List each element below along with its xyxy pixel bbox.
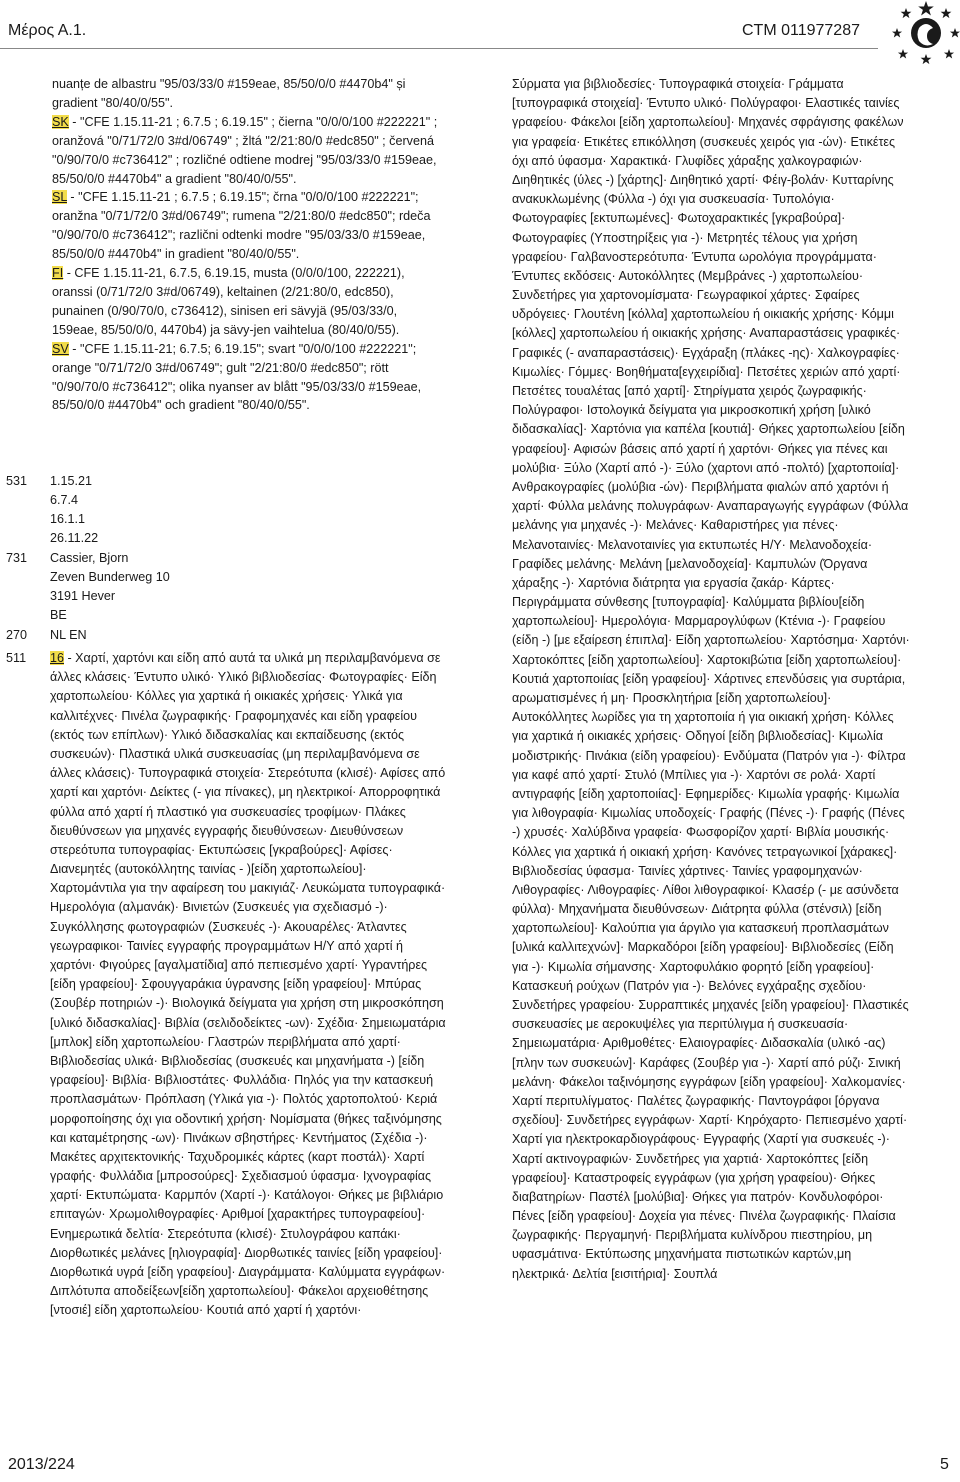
field-731-values (50, 549, 442, 625)
colour-claim-fi-text: - CFE 1.15.11-21, 6.7.5, 6.19.15, musta (0/0/0/100, 222221), oranssi (0/71/72/0 3#d/06749), keltainen (2/21:80/0, edc850), punainen (0/90/70/0, c736412), sinisen eri sävyjä (95/03/33/0, 159eae, 85/50/0/0, 4470b4) ja sävy-jen vaihtelua (80/40/0/55). (52, 266, 405, 337)
language-code-sk: SK (52, 114, 69, 129)
colour-claim-sv (52, 340, 444, 416)
vienna-code: 26.11.22 (50, 531, 99, 545)
header-rule (0, 48, 878, 49)
colour-claim-fi (52, 264, 444, 340)
applicant-name: Cassier, Bjorn (50, 551, 129, 565)
applicant-street: Zeven Bunderweg 10 (50, 570, 170, 584)
issue-number: 2013/224 (8, 1456, 75, 1473)
colour-claim-sl-text: - "CFE 1.15.11-21 ; 6.7.5 ; 6.19.15"; črna "0/0/0/100 #222221"; oranžna "0/71/72/0 3#d/06749"; rumena "2/21:80/0 #edc850"; rdeča "0/90/70/0 #c736412"; različni odtenki modre "95/03/33/0 #159eae, 85/50/0/0 #4470b4" in gradient "80/40/0/55". (52, 190, 431, 262)
goods-list-left (50, 649, 446, 1321)
colour-claim-sv-text: - "CFE 1.15.11-21; 6.7.5; 6.19.15"; svart "0/0/0/100 #222221"; orange "0/71/72/0 3#d/06749"; gult "2/21:80/0 #edc850"; rött "0/90/70/0 #c736412"; olika nyanser av blått "95/03/33/0 #159eae, 85/50/0/0 #4470b4" och gradient "80/40/0/55". (52, 341, 422, 413)
field-code: 511 (6, 651, 27, 665)
ctm-number: CTM 011977287 (742, 22, 860, 39)
field-code: 270 (6, 628, 28, 642)
eu-stars-emblem-icon (892, 0, 960, 68)
applicant-city: 3191 Hever (50, 589, 116, 603)
applicant-country: BE (50, 608, 67, 622)
colour-claim-sk (52, 113, 444, 189)
field-531-values (50, 472, 442, 548)
section-label: Μέρος Α.1. (8, 22, 87, 39)
nice-class-number: 16 (50, 651, 64, 665)
language-code-sl: SL (52, 190, 67, 205)
goods-text: - Χαρτί, χαρτόνι και είδη από αυτά τα υλικά μη περιλαμβανόμενα σε άλλες κλάσεις· Έντυπο υλικό· Υλικό βιβλιοδεσίας· Φωτογραφίες· Είδη χαρτοπωλείου· Κόλλες για χαρτικά ή οικιακές χρήσεις· Υλικά για καλλιτέχνες· Πινέλα ζωγραφικής· Γραφομηχανές και είδη γραφείου (εκτός των επίπλων)· Υλικό διδασκαλίας και εκπαίδευσης (εκτός συσκευών)· Πλαστικά υλικά συσκευασίας (μη περιλαμβανόμενα σε άλλες κλάσεις)· Τυπογραφικά στοιχεία· Στερεότυπα (κλισέ)· Αφίσες από χαρτί και χαρτόνι· Δείκτες (- για πίνακες), μη ηλεκτρικοί· Απορροφητικά φύλλα από χαρτί ή πλαστικό για συσκευασίες τροφίμων· Πλάκες διευθύνσεων για μηχανές εγγραφής διευθύνσεων· Διευθύνσεων στερεότυπα τυπογραφίας· Εκτυπώσεις [γκραβούρες]· Αφίσες· Διανεμητές (αυτοκόλλητης ταινίας - )[είδη χαρτοπωλείου]· Χαρτομάντιλα για την αφαίρεση του μακιγιάζ· Λευκώματα τυπογραφικά· Ημερολόγια (αλμανάκ)· Βινιετών (Συσκευές για σχεδιασμό -)· Συγκόλλησης φωτογραφιών (Συσκευές -)· Ακουαρέλες· Άτλαντες γεωγραφικοι· Ταινίες εγγραφής προγραμμάτων Η/Υ από χαρτί ή χαρτόνι· Φιγούρες [αγαλματίδια] από πεπιεσμένο χαρτί· Υγραντήρες [είδη γραφείου]· Σφουγγαράκια ύγρανσης [είδη γραφείου]· Μπύρας (Σουβέρ ποτηριών -)· Βιολογικά δείγματα για χρήση στη μικροσκόπηση [υλικό διδασκαλίας]· Βιβλία (σελιδοδείκτες -ων)· Σχέδια· Σημειωματάρια [μπλοκ] είδη χαρτοπωλείου· Γλαστρών περιβλήματα από χαρτί· Βιβλιοδεσίας υλικά· Βιβλιοδεσίας (συσκευές και μηχανήματα -) [είδη γραφείου]· Βιβλία· Βιβλιοστάτες· Φυλλάδια· Πηλός για την κατασκευή προπλασμάτων· Πρόπλαση (Υλικά για -)· Πολτός χαρτοπολτού· Κεριά μορφοποίησης όχι για οδοντική χρήση· Νομίσματα (θήκες ταξινόμησης και καταμέτρησης -ων)· Πινάκων σβηστήρες· Κεντήματος (Σχέδια -)· Μακέτες αρχιτεκτονικής· Ταχυδρομικές κάρτες (καρτ ποστάλ)· Χαρτί γραφής· Φυλλάδια [μπροσούρες]· Σχεδιασμού ύφασμα· Ιχνογραφίας χαρτί· Εκτυπώματα· Καρμπόν (Χαρτί -)· Κατάλογοι· Θήκες με βιβλιάριο επιταγών· Χρωμολιθογραφίες· Αριθμοί [χαρακτήρες τυπογραφείου]· Ενημερωτικά δελτία· Στερεότυπα (κλισέ)· Στυλογράφου καπάκι· Διορθωτικές μελάνες [ηλιογραφία]· Διορθωτικές ταινίες [είδη γραφείου]· Διορθωτικά υγρά [είδη γραφείου]· Διαγράμματα· Καλύμματα εγγράφων· Διπλότυπα αποδείξεων[είδη χαρτοπωλείου]· Φάκελοι αρχειοθέτησης [ντοσιέ] είδη χαρτοπωλείου· Κουτιά από χαρτί ή χαρτόνι· (50, 651, 446, 1318)
language-code-sv: SV (52, 341, 69, 356)
language-code-fi: FI (52, 266, 64, 281)
goods-list-right: Σύρματα για βιβλιοδεσίες· Τυπογραφικά στοιχεία· Γράμματα [τυπογραφικά στοιχεία]· Έντυπο υλικό· Πολύγραφοι· Ελαστικές ταινίες γραφείου· Φάκελοι [είδη χαρτοπωλείου]· Μηχανές σφράγισης φακέλων για γραφεία· Ετικέτες επικόλληση (συσκευές χειρός για -ών)· Ετικέτες όχι από ύφασμα· Χαρακτικά· Γλυφίδες χάραξης χαλκογραφιών· Διηθητικές (ύλες -) [χάρτης]· Διηθητικό χαρτί· Φέιγ-βολάν· Κυτταρίνης ανακυκλωμένης (Φύλλα -) όχι για συσκευασία· Τυπολόγια· Φωτογραφίες [εκτυπωμένες]· Φωτοχαρακτικές [γκραβούρα]· Φωτογραφίες (Υποστηρίξεις για -)· Μετρητές τέλους για χρήση γραφείου· Γαλβανοστερεότυπα· Έντυπα ωρολόγια προγράμματα· Έντυπες εκδόσεις· Αυτοκόλλητες (Μεμβράνες -) χαρτοπωλείου· Συνδετήρες για χαρτονομίσματα· Γεωγραφικοί χάρτες· Σφαίρες υδρόγειες· Γλουτένη [κόλλα] χαρτοπωλείου ή οικιακής χρήσης· Κόμμι [κόλλες] χαρτοπωλείου ή οικιακής χρήσης· Αναπαραστάσεις γραφικές· Γραφικές (- αναπαραστάσεις)· Εγχάραξη (πλάκες -ης)· Χαλκογραφίες· Κιμωλίες· Γόμμες· Βοηθήματα[εγχειρίδια]· Πετσέτες χεριών από χαρτί· Πετσέτες τουαλέτας [από χαρτί]· Στηρίγματα χειρός ζωγραφικής· Πολύγραφοι· Ιστολογικά δείγματα για μικροσκοπική χρήση [υλικό διδασκαλίας]· Χαρτόνια για καπέλα [κουτιά]· Θήκες χαρτοπωλείου [είδη γραφείου]· Αφισών βάσεις από χαρτί ή χαρτόνι· Θήκες για πένες και μολύβια· Ξύλο (Χαρτί από -)· Ξύλο (χαρτονι από -πολτό) [χαρτοποιία]· Ανθρακογραφίες (μολύβια -ών)· Περιβλήματα φιαλών από χαρτόνι ή χαρτί· Φύλλα μελάνης πολυγράφων· Αναπαραγωγής εγγράφων (Φύλλα μελάνης για μηχανές -)· Μελάνες· Καθαριστήρες για πένες· Μελανοταινίες· Μελανοταινίες για εκτυπωτές Η/Υ· Μελανοδοχεία· Γραφίδες μελάνης· Μελάνη [μελανοδοχεία]· Καμπυλών (Όργανα χάραξης -)· Χαρτόνια διάτρητα για εργασία ζακάρ· Κάρτες· Περιγράμματα σύνθεσης [τυπογραφία]· Καλύμματα βιβλίου[είδη χαρτοπωλείου]· Ημερολόγια· Μαρμαρογλύφων (Κτένια -)· Γραφείου (είδη -) [με εξαίρεση έπιπλα]· Είδη χαρτοπωλείου· Χαρτόσημα· Χαρτόνι· Χαρτοκόπτες [είδη χαρτοπωλείου]· Χαρτοκιβώτια [είδη χαρτοπωλείου]· Κουτιά χαρτοποιίας [είδη γραφείου]· Χάρτινες επενδύσεις για συρτάρια, αρωματισμένες ή μη· Προσκλητήρια [είδη χαρτοπωλείου]· Αυτοκόλλητες λωρίδες για τη χαρτοποιία ή για οικιακή χρήση· Κόλλες για χαρτικά ή οικιακές χρήσεις· Οδηγοί [είδη βιβλιοδεσίας]· Κιμωλία μοδιστρικής· Πινάκια (είδη γραφείου)· Ενδύματα (Πατρόν για -)· Φίλτρα για καφέ από χαρτί· Στυλό (Μπίλιες για -)· Χαρτόνι σε ρολά· Χαρτί αντιγραφής [είδη χαρτοποιίας]· Εφημερίδες· Κιμωλία γραφής· Κιμωλία για λιθογραφία· Κιμωλίας υποδοχείς· Γραφής (Πένες -)· Γραφής (Πένες -) χρυσές· Χαλύβδινα γραφεία· Φωσφορίζον χαρτί· Βιβλία μουσικής· Κόλλες για χαρτικά ή οικιακή χρήση· Κανόνες τετραγωνικοί [χάρακες]· Βιβλιοδεσίας ύφασμα· Ταινίες χάρτινες· Ταινίες γραφομηχανών· Λιθογραφίες· Λιθογραφίες· Λίθοι λιθογραφικοί· Κλασέρ (- με ασύνδετα φύλλα)· Μηχανήματα διευθύνσεων· Διάτρητα φύλλα (στένσιλ) [είδη χαρτοπωλείου]· Καλούπια για άργιλο για κατασκευή προπλασμάτων [υλικά καλλιτεχνών]· Μαρκαδόροι [είδη γραφείου]· Βιβλιοδεσίες (Είδη για -)· Κιμωλία σήμανσης· Χαρτοφυλάκιο φορητό [είδη γραφείου]· Κατασκευή ρούχων (Πατρόν για -)· Βελόνες εγχάραξης σχεδίου· Συνδετήρες γραφείου· Συρραπτικές μηχανές [είδη γραφείου]· Πλαστικές συσκευασίες με αεροκυψέλες για περιτύλιγμα ή συσκευασία· Σημειωματάρια· Αριθμοθέτες· Ελαιογραφίες· Διδασκαλία (υλικό -ας) [πλην των συσκευών]· Καράφες (Σουβέρ για -)· Χαρτί από ρύζι· Σινική μελάνη· Φάκελοι ταξινόμησης εγγράφων [είδη γραφείου]· Χαλκομανίες· Χαρτί περιτυλίγματος· Παλέτες ζωγραφικής· Παντογράφοι [όργανα σχεδίου]· Συνδετήρες εγγράφων· Χαρτί· Κηρόχαρτο· Πεπιεσμένο χαρτί· Χαρτί για ηλεκτροκαρδιογράφους· Εγγραφής (Χαρτί για συσκευές -)· Χαρτί ακτινογραφιών· Συνδετήρες για χαρτιά· Χαρτοκόπτες [είδη γραφείου]· Καταστροφείς εγγράφων (για χρήση γραφείου)· Θήκες διαβατηρίων· Παστέλ [μολύβια]· Θήκες για πατρόν· Κονδυλοφόροι· Πένες [είδη γραφείου]· Δοχεία για πένες· Πινέλα ζωγραφικής· Πλαίσια ζωγραφικής· Περγαμηνή· Περιβλήματα κυλίνδρου πιεστηρίου, μη υφασμάτινα· Εκτύπωσης μηχανήματα πιστωτικών καρτών,μη ηλεκτρικά· Δελτία [εισιτήρια]· Σουπλά (512, 77, 910, 1281)
field-code: 531 (6, 474, 28, 488)
colour-claim-ro: nuanțe de albastru "95/03/33/0 #159eae, 85/50/0/0 #4470b4" și gradient "80/40/0/55". (52, 77, 406, 110)
colour-claims-block (52, 75, 444, 415)
colour-claim-sl (52, 188, 444, 264)
field-270-value: NL EN (50, 628, 87, 642)
vienna-code: 16.1.1 (50, 512, 86, 526)
field-code: 731 (6, 551, 28, 565)
page-number: 5 (940, 1456, 949, 1473)
vienna-code: 1.15.21 (50, 474, 93, 488)
vienna-code: 6.7.4 (50, 493, 79, 507)
colour-claim-sk-text: - "CFE 1.15.11-21 ; 6.7.5 ; 6.19.15" ; čierna "0/0/0/100 #222221" ; oranžová "0/71/72/0 3#d/06749" ; žltá "2/21:80/0 #edc850" ; červená "0/90/70/0 #c736412" ; rozličné odtiene modrej "95/03/33/0 #159eae, 85/50/0/0 #4470b4" a gradient "80/40/0/55". (52, 114, 438, 186)
